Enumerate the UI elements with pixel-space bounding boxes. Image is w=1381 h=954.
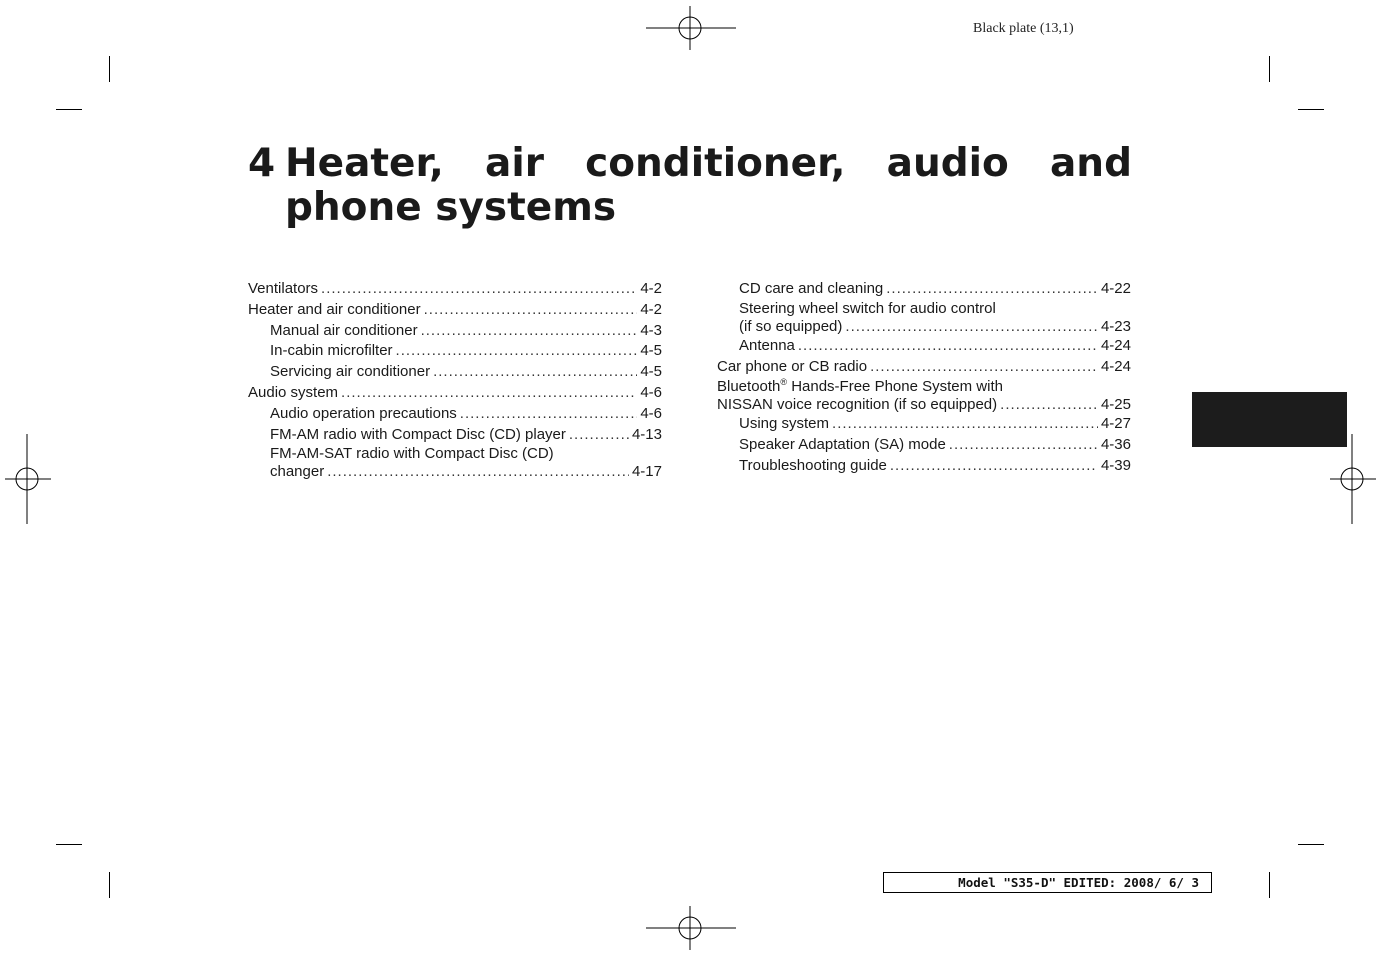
toc-entry[interactable] — [717, 414, 1131, 435]
toc-entry-label: In-cabin microfilter — [270, 342, 393, 360]
toc-page-number: 4-24 — [1100, 337, 1131, 355]
toc-page-number: 4-2 — [640, 280, 662, 297]
dot-leader — [886, 279, 1098, 300]
dot-leader — [424, 300, 638, 321]
toc-entry-row — [717, 318, 1131, 337]
crop-mark — [1269, 872, 1270, 898]
dot-leader — [832, 414, 1098, 435]
dot-leader — [890, 456, 1098, 477]
toc-entry-row — [248, 279, 662, 300]
chapter-title-text: Heater, air conditioner, audio and phone systems — [285, 141, 1132, 230]
toc-entry-row — [248, 425, 662, 446]
toc-page-number: 4-36 — [1100, 436, 1131, 454]
toc-entry[interactable] — [248, 425, 662, 446]
toc-entry-label: NISSAN voice recognition (if so equipped) — [717, 395, 998, 413]
toc-entry[interactable] — [717, 300, 1131, 337]
registration-mark-icon — [646, 906, 736, 950]
crop-mark — [1298, 109, 1324, 110]
toc-left-column — [248, 279, 662, 482]
registered-mark: ® — [780, 376, 788, 387]
toc-page-number: 4-2 — [640, 300, 662, 318]
toc-entry-row — [248, 362, 662, 383]
toc-entry-row — [248, 463, 662, 482]
toc-entry[interactable] — [717, 435, 1131, 456]
toc-page-number: 4-25 — [1100, 395, 1131, 413]
toc-entry-label: changer — [270, 463, 325, 481]
toc-entry-label: Audio operation precautions — [270, 404, 457, 422]
toc-page-number: 4-24 — [1100, 358, 1131, 376]
toc-entry-label: CD care and cleaning — [739, 280, 884, 297]
registration-mark-icon — [5, 434, 51, 524]
registration-mark-icon — [646, 6, 736, 50]
crop-mark — [56, 109, 82, 110]
toc-entry[interactable] — [248, 404, 662, 425]
toc-entry-label: Using system — [739, 415, 830, 433]
crop-mark — [1298, 844, 1324, 845]
toc-entry-row — [717, 336, 1131, 357]
toc-entry[interactable] — [717, 378, 1131, 415]
toc-entry-row — [717, 456, 1131, 477]
toc-entry[interactable] — [717, 456, 1131, 477]
toc-entry-row — [717, 396, 1131, 415]
toc-entry-line: FM-AM-SAT radio with Compact Disc (CD) — [270, 445, 554, 463]
toc-entry-row — [248, 404, 662, 425]
toc-entry-row — [248, 383, 662, 404]
toc-page-number: 4-3 — [640, 321, 662, 339]
toc-entry-label: Car phone or CB radio — [717, 358, 868, 376]
crop-mark — [1269, 56, 1270, 82]
toc-entry-label: FM-AM radio with Compact Disc (CD) player — [270, 425, 566, 443]
toc-entry[interactable] — [248, 383, 662, 404]
toc-entry-text: Bluetooth — [717, 377, 781, 395]
toc-entry-text: Hands-Free Phone System with — [787, 377, 1003, 395]
toc-entry[interactable] — [248, 445, 662, 482]
toc-entry-label: Servicing air conditioner — [270, 363, 431, 381]
dot-leader — [1000, 396, 1098, 415]
toc-right-column — [717, 279, 1131, 477]
toc-entry-label: Speaker Adaptation (SA) mode — [739, 436, 946, 454]
dot-leader — [870, 357, 1098, 378]
dot-leader — [433, 362, 637, 383]
chapter-thumb-tab — [1192, 392, 1347, 447]
toc-entry-row — [248, 341, 662, 362]
toc-page-number: 4-39 — [1100, 456, 1131, 474]
toc-entry[interactable] — [717, 279, 1131, 300]
dot-leader — [341, 383, 637, 404]
toc-page-number: 4-13 — [631, 425, 662, 443]
toc-entry-label: Heater and air conditioner — [248, 300, 421, 318]
dot-leader — [845, 318, 1098, 337]
toc-entry-row — [248, 321, 662, 342]
dot-leader — [396, 341, 638, 362]
toc-entry[interactable] — [248, 341, 662, 362]
model-edited-footer: Model "S35-D" EDITED: 2008/ 6/ 3 — [883, 872, 1212, 893]
toc-entry-row — [717, 357, 1131, 378]
toc-page-number: 4-5 — [640, 363, 662, 381]
dot-leader — [321, 279, 637, 300]
dot-leader — [798, 336, 1098, 357]
toc-page-number: 4-23 — [1100, 317, 1131, 335]
toc-entry-row — [717, 414, 1131, 435]
chapter-number: 4 — [248, 141, 276, 186]
toc-entry-label: Audio system — [248, 383, 339, 401]
toc-page-number: 4-6 — [640, 383, 662, 401]
crop-mark — [109, 56, 110, 82]
dot-leader — [949, 435, 1098, 456]
toc-page-number: 4-5 — [640, 342, 662, 360]
plate-label: Black plate (13,1) — [973, 21, 1074, 36]
toc-page-number: 4-17 — [631, 463, 662, 481]
toc-page-number: 4-27 — [1100, 415, 1131, 433]
toc-entry-line — [717, 378, 1131, 396]
chapter-title — [248, 142, 1132, 230]
toc-entry[interactable] — [248, 362, 662, 383]
registration-mark-icon — [1330, 434, 1376, 524]
toc-entry[interactable] — [248, 279, 662, 300]
toc-entry-row — [717, 279, 1131, 300]
toc-page-number: 4-6 — [640, 404, 662, 422]
toc-page-number: 4-22 — [1100, 280, 1131, 297]
toc-entry-row — [717, 435, 1131, 456]
dot-leader — [421, 321, 638, 342]
toc-entry-label: Antenna — [739, 337, 795, 355]
dot-leader — [327, 463, 629, 482]
toc-entry-label: Troubleshooting guide — [739, 456, 887, 474]
toc-entry-label: Ventilators — [248, 280, 319, 297]
crop-mark — [109, 872, 110, 898]
dot-leader — [460, 404, 638, 425]
toc-entry[interactable] — [248, 321, 662, 342]
crop-mark — [56, 844, 82, 845]
toc-entry-row — [248, 300, 662, 321]
toc-entry-line: Steering wheel switch for audio control — [739, 299, 996, 317]
toc-entry[interactable] — [248, 300, 662, 321]
toc-entry[interactable] — [717, 357, 1131, 378]
toc-entry-label: (if so equipped) — [739, 317, 843, 335]
dot-leader — [569, 425, 629, 446]
toc-entry-label: Manual air conditioner — [270, 321, 418, 339]
toc-entry[interactable] — [717, 336, 1131, 357]
